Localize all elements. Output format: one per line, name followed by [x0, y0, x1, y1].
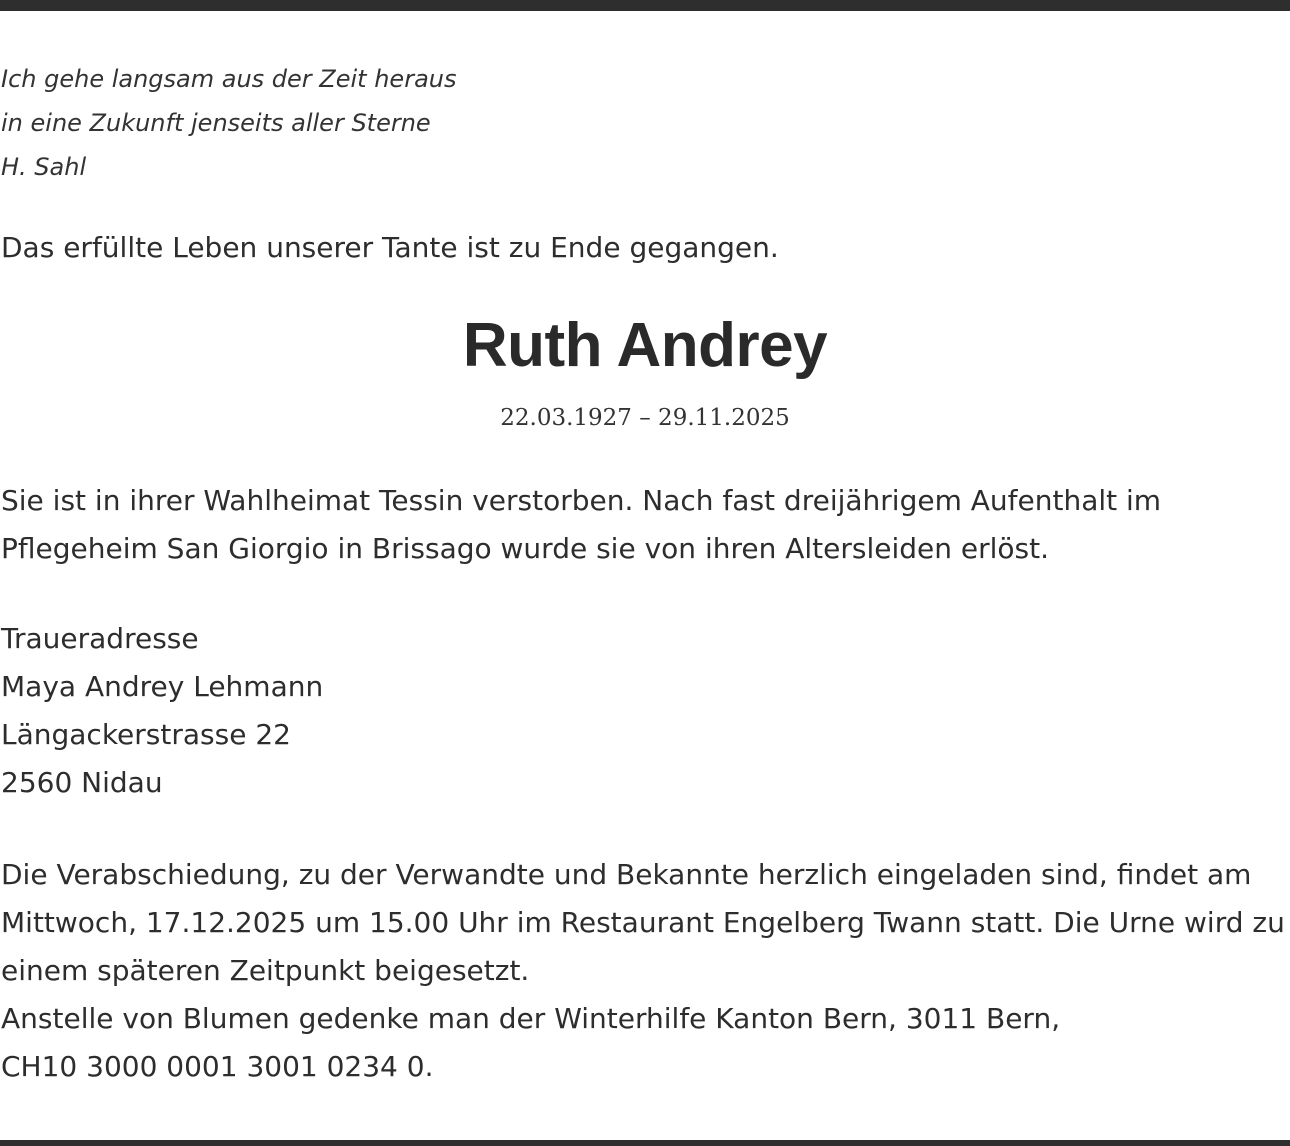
paragraph-line: Sie ist in ihrer Wahlheimat Tessin verstorben. Nach fast dreijährigem Aufenthalt im [1, 484, 1162, 517]
death-notice-paragraph [1, 477, 1161, 573]
bottom-border-rule [0, 1140, 1290, 1146]
address-heading: Traueradresse [1, 622, 199, 655]
quote-author: H. Sahl [1, 153, 87, 181]
top-border-rule [0, 0, 1290, 11]
donation-account: CH10 3000 0001 3001 0234 0. [1, 1050, 434, 1083]
intro-sentence: Das erfüllte Leben unserer Tante ist zu Ende gegangen. [1, 231, 779, 264]
paragraph-line: einem späteren Zeitpunkt beigesetzt. [1, 954, 530, 987]
life-dates: 22.03.1927 – 29.11.2025 [500, 405, 790, 431]
donation-line: Anstelle von Blumen gedenke man der Winterhilfe Kanton Bern, 3011 Bern, [1, 1002, 1061, 1035]
paragraph-line: Mittwoch, 17.12.2025 um 15.00 Uhr im Restaurant Engelberg Twann statt. Die Urne wird zu [1, 906, 1285, 939]
address-street: Längackerstrasse 22 [1, 718, 291, 751]
paragraph-line: Pflegeheim San Giorgio in Brissago wurde sie von ihren Altersleiden erlöst. [1, 532, 1050, 565]
quote-line: in eine Zukunft jenseits aller Sterne [1, 109, 431, 137]
mourning-address [1, 615, 323, 807]
paragraph-line: Die Verabschiedung, zu der Verwandte und Bekannte herzlich eingeladen sind, findet am [1, 858, 1252, 891]
service-paragraph [1, 851, 1285, 1091]
quote-line: Ich gehe langsam aus der Zeit heraus [1, 65, 457, 93]
deceased-name: Ruth Andrey [462, 311, 828, 380]
epigraph-quote [1, 57, 456, 189]
address-name: Maya Andrey Lehmann [1, 670, 324, 703]
address-city: 2560 Nidau [1, 766, 163, 799]
